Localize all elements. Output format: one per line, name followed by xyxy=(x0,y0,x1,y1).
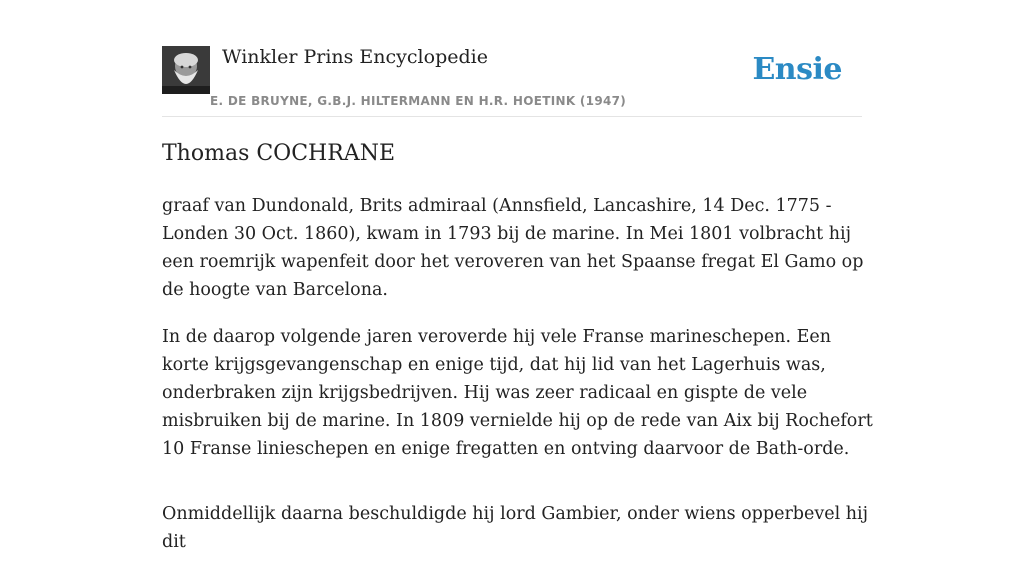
article-paragraph: graaf van Dundonald, Brits admiraal (Annsfield, Lancashire, 14 Dec. 1775 - Londen 30 Oct. 1860), kwam in 1793 bij de marine. In Mei 1801 volbracht hij een roemrijk wapenfeit door het veroveren van het Spaanse fregat El Gamo op de hoogte van Barcelona. xyxy=(162,196,864,300)
article-title: Thomas COCHRANE xyxy=(162,141,395,166)
brand-logo-link[interactable]: Ensie xyxy=(752,52,842,87)
article-paragraph: In de daarop volgende jaren veroverde hij vele Franse marineschepen. Een korte krijgsgevangenschap en enige tijd, dat hij lid van het Lagerhuis was, onderbraken zijn krijgsbedrijven. Hij was zeer radicaal en gispte de vele misbruiken bij de marine. In 1809 vernielde hij op de rede van Aix bij Rochefort 10 Franse linieschepen en enige fregatten en ontving daarvoor de Bath-orde. xyxy=(162,327,873,459)
article-paragraph: Onmiddellijk daarna beschuldigde hij lord Gambier, onder wiens opperbevel hij dit xyxy=(162,504,869,552)
source-title[interactable]: Winkler Prins Encyclopedie xyxy=(222,46,488,68)
author-avatar xyxy=(162,46,210,94)
source-header xyxy=(162,46,862,117)
article-body xyxy=(162,192,874,575)
source-authors: E. DE BRUYNE, G.B.J. HILTERMANN EN H.R. HOETINK (1947) xyxy=(210,94,627,108)
